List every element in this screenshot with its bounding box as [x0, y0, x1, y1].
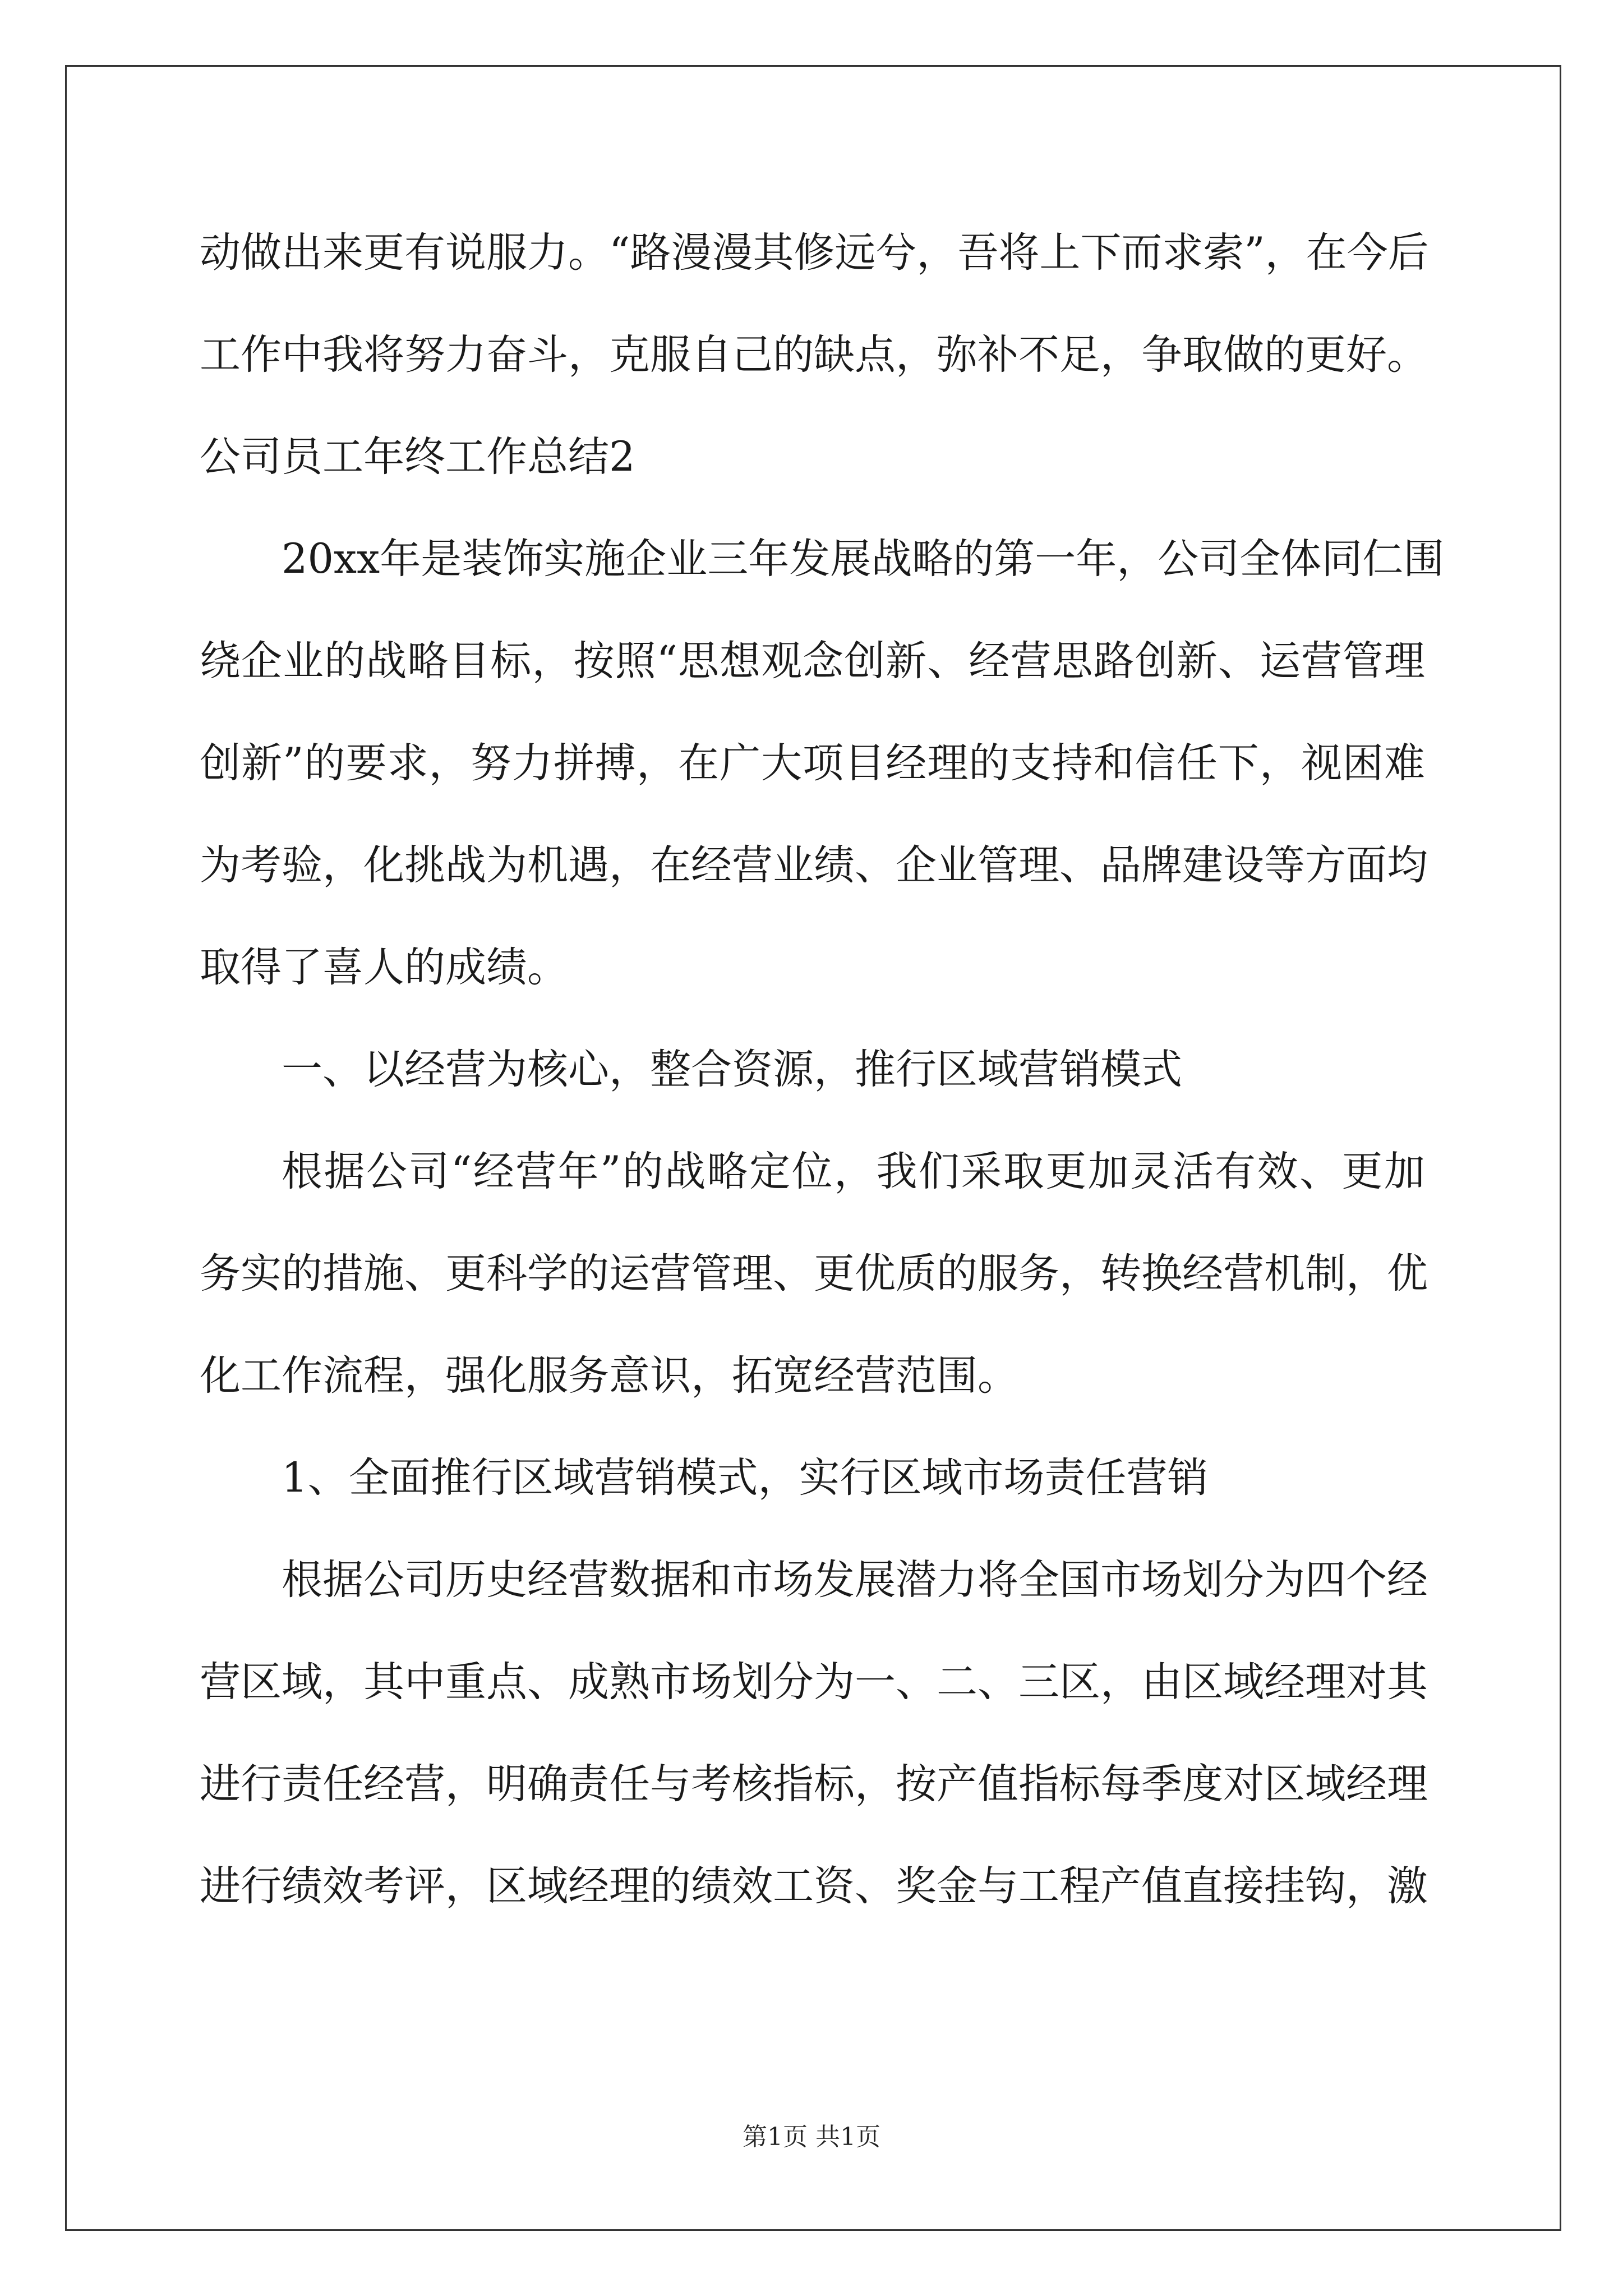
body-line: 根据公司历史经营数据和市场发展潜力将全国市场划分为四个经 — [282, 1556, 1428, 1604]
body-line: 创新”的要求，努力拼搏，在广大项目经理的支持和信任下，视困难 — [200, 739, 1425, 787]
subheading: 一、以经营为核心，整合资源，推行区域营销模式 — [282, 1046, 1182, 1093]
body-line: 动做出来更有说服力。“路漫漫其修远兮，吾将上下而求索”，在今后 — [200, 229, 1429, 277]
body-line: 绕企业的战略目标，按照“思想观念创新、经营思路创新、运营管理 — [200, 637, 1425, 685]
body-line: 营区域，其中重点、成熟市场划分为一、二、三区，由区域经理对其 — [200, 1658, 1428, 1706]
section-heading: 公司员工年终工作总结2 — [200, 433, 635, 481]
body-line: 20xx年是装饰实施企业三年发展战略的第一年，公司全体同仁围 — [282, 535, 1445, 583]
subheading: 1、全面推行区域营销模式，实行区域市场责任营销 — [282, 1454, 1209, 1502]
body-line: 根据公司“经营年”的战略定位，我们采取更加灵活有效、更加 — [282, 1148, 1425, 1195]
body-line: 进行责任经营，明确责任与考核指标，按产值指标每季度对区域经理 — [200, 1760, 1428, 1808]
body-line: 工作中我将努力奋斗，克服自己的缺点，弥补不足，争取做的更好。 — [200, 331, 1428, 379]
body-line: 为考验，化挑战为机遇，在经营业绩、企业管理、品牌建设等方面均 — [200, 841, 1428, 889]
body-line: 化工作流程，强化服务意识，拓宽经营范围。 — [200, 1352, 1018, 1400]
document-body — [200, 202, 1445, 1938]
body-line: 进行绩效考评，区域经理的绩效工资、奖金与工程产值直接挂钩，激 — [200, 1862, 1428, 1910]
page-footer: 第1页 共1页 — [743, 2123, 880, 2151]
body-line: 取得了喜人的成绩。 — [200, 944, 568, 991]
body-line: 务实的措施、更科学的运营管理、更优质的服务，转换经营机制，优 — [200, 1250, 1428, 1297]
